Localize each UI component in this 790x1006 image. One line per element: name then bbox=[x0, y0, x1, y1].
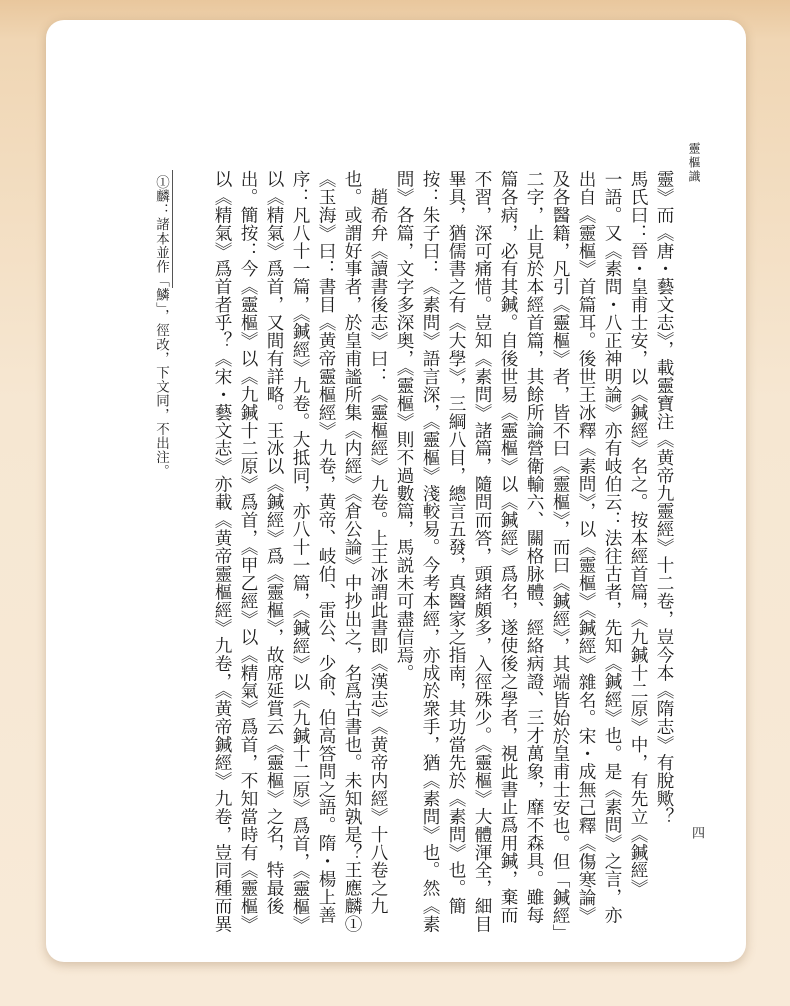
body-column: 二字，止見於本經首篇，其餘所論營衛輸六、關格脉體、經絡病證、三才萬象，靡不森具。雖每 bbox=[524, 170, 544, 924]
running-head: 靈樞識 bbox=[687, 142, 701, 184]
body-column: 靈》而《唐・藝文志》，載靈寶注《黄帝九靈經》十二卷，豈今本《隋志》有脫歟？ bbox=[654, 170, 674, 826]
body-column: 《玉海》曰：書目《黄帝靈樞經》九卷，黄帝、岐伯、雷公、少俞、伯高答問之語。隋・楊上善 bbox=[316, 170, 336, 924]
body-column: 也。或謂好事者，於皇甫謐所集《内經》《倉公論》中抄出之，名爲古書也。未知孰是？王應麟① bbox=[342, 170, 362, 934]
body-column: 問》各篇，文字多深奥，《靈樞》則不過數篇，馬説未可盡信焉。 bbox=[394, 170, 414, 682]
footnote-divider bbox=[172, 170, 173, 288]
body-column: 趙希弁《讀書後志》曰：《靈樞經》九卷。上王冰謂此書即《漢志》《黄帝内經》十八卷之九 bbox=[368, 170, 388, 916]
body-column: 以《精氣》爲首者乎？《宋・藝文志》亦載《黄帝靈樞經》九卷，《黄帝鍼經》九卷，豈同種而異 bbox=[212, 170, 232, 934]
page-number: 四 bbox=[689, 826, 704, 839]
body-column: 及各醫籍，凡引《靈樞》者，皆不曰《靈樞》，而曰《鍼經》，其端皆始於皇甫士安也。但「鍼經」 bbox=[550, 170, 570, 943]
body-column: 馬氏曰：晉・皇甫士安，以《鍼經》名之。按本經首篇，《九鍼十二原》中，有先立《鍼經》 bbox=[628, 170, 648, 898]
body-column: 出。簡按：今《靈樞》以《九鍼十二原》爲首，《甲乙經》以《精氣》爲首，不知當時有《靈樞》 bbox=[238, 170, 258, 934]
body-column: 不習，深可痛惜。豈知《素問》諸篇，隨問而答，頭緒頗多，入徑殊少。《靈樞》大體渾全，細目 bbox=[472, 170, 492, 934]
body-column: 一語。又《素問・八正神明論》亦有岐伯云：法往古者，先知《鍼經》也。是《素問》之言，亦 bbox=[602, 170, 622, 924]
body-column: 序：凡八十一篇，《鍼經》九卷。大抵同，亦八十一篇，《鍼經》以《九鍼十二原》爲首，《靈樞》 bbox=[290, 170, 310, 934]
body-column: 以《精氣》爲首，又間有詳略。王冰以《鍼經》爲《靈樞》，故席延賞云《靈樞》之名，特最後 bbox=[264, 170, 284, 916]
body-column: 篇各病，必有其鍼。自後世易《靈樞》以《鍼經》爲名，遂使後之學者，視此書止爲用鍼，棄而 bbox=[498, 170, 518, 924]
body-column: 按：朱子曰：《素問》語言深，《靈樞》淺較易。今考本經，亦成於衆手，猶《素問》也。然《素 bbox=[420, 170, 440, 934]
body-column: 出自《靈樞》首篇耳。後世王冰釋《素問》，以《靈樞》《鍼經》雜名。宋・成無己釋《傷寒論》 bbox=[576, 170, 596, 925]
body-column: 畢具，猶儒書之有《大學》，三綱八目，總言五發，真醫家之指南，其功當先於《素問》也。簡 bbox=[446, 170, 466, 916]
book-page bbox=[46, 20, 746, 962]
footnote: ①麟：諸本並作「鱗」，徑改，下文同，不出注。 bbox=[153, 175, 169, 479]
